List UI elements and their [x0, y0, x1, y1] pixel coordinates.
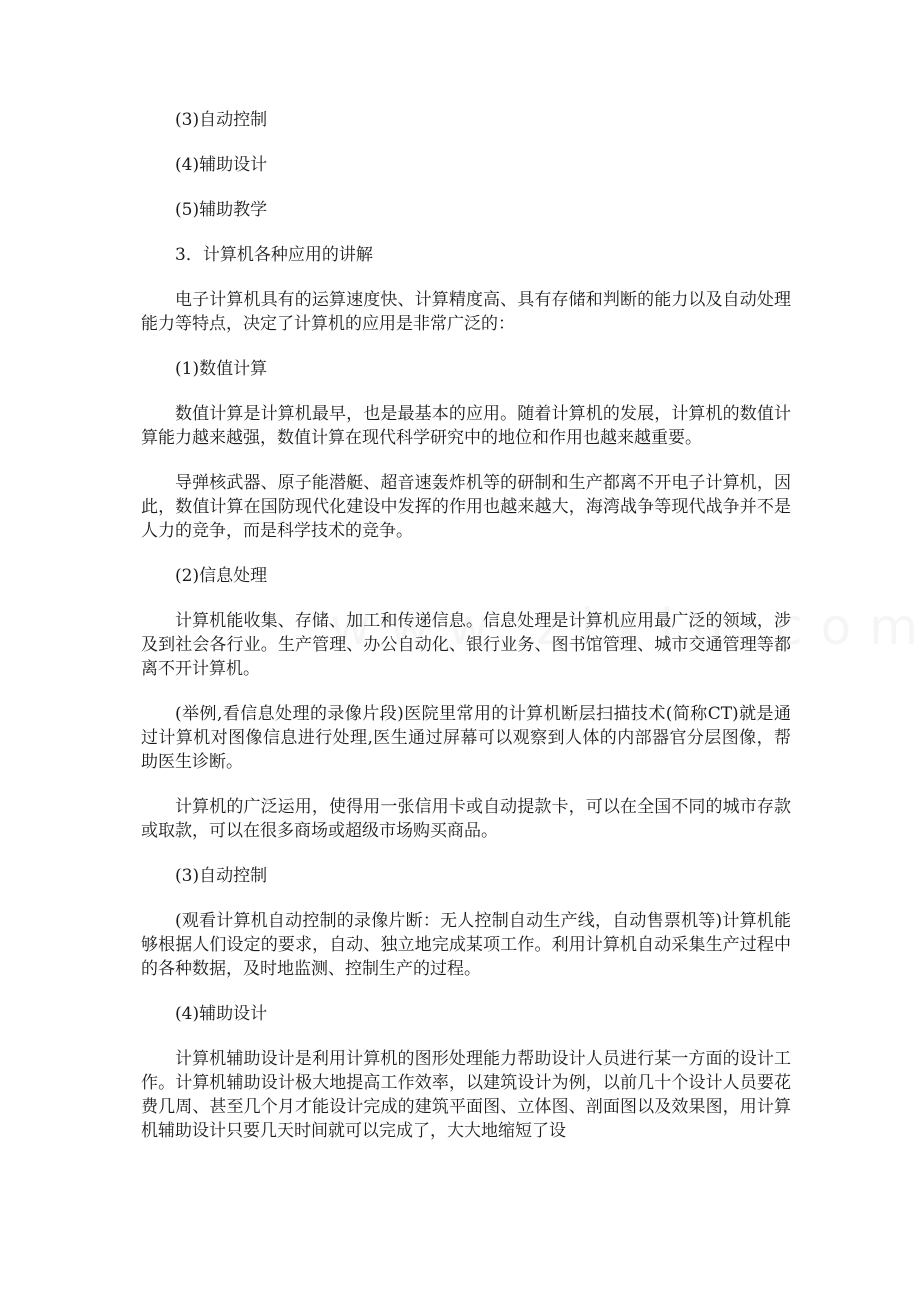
section-heading: (3)自动控制 — [175, 866, 268, 886]
body-paragraph: 计算机能收集、存储、加工和传递信息。信息处理是计算机应用最广泛的领域，涉及到社会各行业。生产管理、办公自动化、银行业务、图书馆管理、城市交通管理等都离不开计算机。 — [141, 611, 791, 679]
body-paragraph: (观看计算机自动控制的录像片断：无人控制自动生产线，自动售票机等)计算机能够根据人们设定的要求，自动、独立地完成某项工作。利用计算机自动采集生产过程中的各种数据，及时地监测、控制生产的过程。 — [141, 911, 791, 979]
body-paragraph: 数值计算是计算机最早，也是最基本的应用。随着计算机的发展，计算机的数值计算能力越来越强，数值计算在现代科学研究中的地位和作用也越来越重要。 — [141, 404, 791, 448]
section-heading: (5)辅助教学 — [175, 200, 268, 220]
body-paragraph: 电子计算机具有的运算速度快、计算精度高、具有存储和判断的能力以及自动处理能力等特点，决定了计算机的应用是非常广泛的： — [141, 290, 791, 334]
body-paragraph: 计算机的广泛运用，使得用一张信用卡或自动提款卡，可以在全国不同的城市存款或取款，可以在很多商场或超级市场购买商品。 — [141, 797, 791, 841]
section-heading: (4)辅助设计 — [175, 1004, 268, 1024]
section-heading: (2)信息处理 — [175, 566, 268, 586]
document-body — [141, 108, 791, 1164]
section-heading: 3．计算机各种应用的讲解 — [175, 245, 373, 265]
body-paragraph: (举例,看信息处理的录像片段)医院里常用的计算机断层扫描技术(简称CT)就是通过计算机对图像信息进行处理,医生通过屏幕可以观察到人体的内部器官分层图像，帮助医生诊断。 — [141, 704, 791, 772]
section-heading: (1)数值计算 — [175, 359, 268, 379]
body-paragraph: 导弹核武器、原子能潜艇、超音速轰炸机等的研制和生产都离不开电子计算机，因此，数值计算在国防现代化建设中发挥的作用也越来越大，海湾战争等现代战争并不是人力的竞争，而是科学技术的竞争。 — [141, 473, 791, 541]
section-heading: (3)自动控制 — [175, 110, 268, 130]
section-heading: (4)辅助设计 — [175, 155, 268, 175]
body-paragraph: 计算机辅助设计是利用计算机的图形处理能力帮助设计人员进行某一方面的设计工作。计算机辅助设计极大地提高工作效率，以建筑设计为例，以前几十个设计人员要花费几周、甚至几个月才能设计完成的建筑平面图、立体图、剖面图以及效果图，用计算机辅助设计只要几天时间就可以完成了，大大地缩短了设 — [141, 1049, 791, 1141]
